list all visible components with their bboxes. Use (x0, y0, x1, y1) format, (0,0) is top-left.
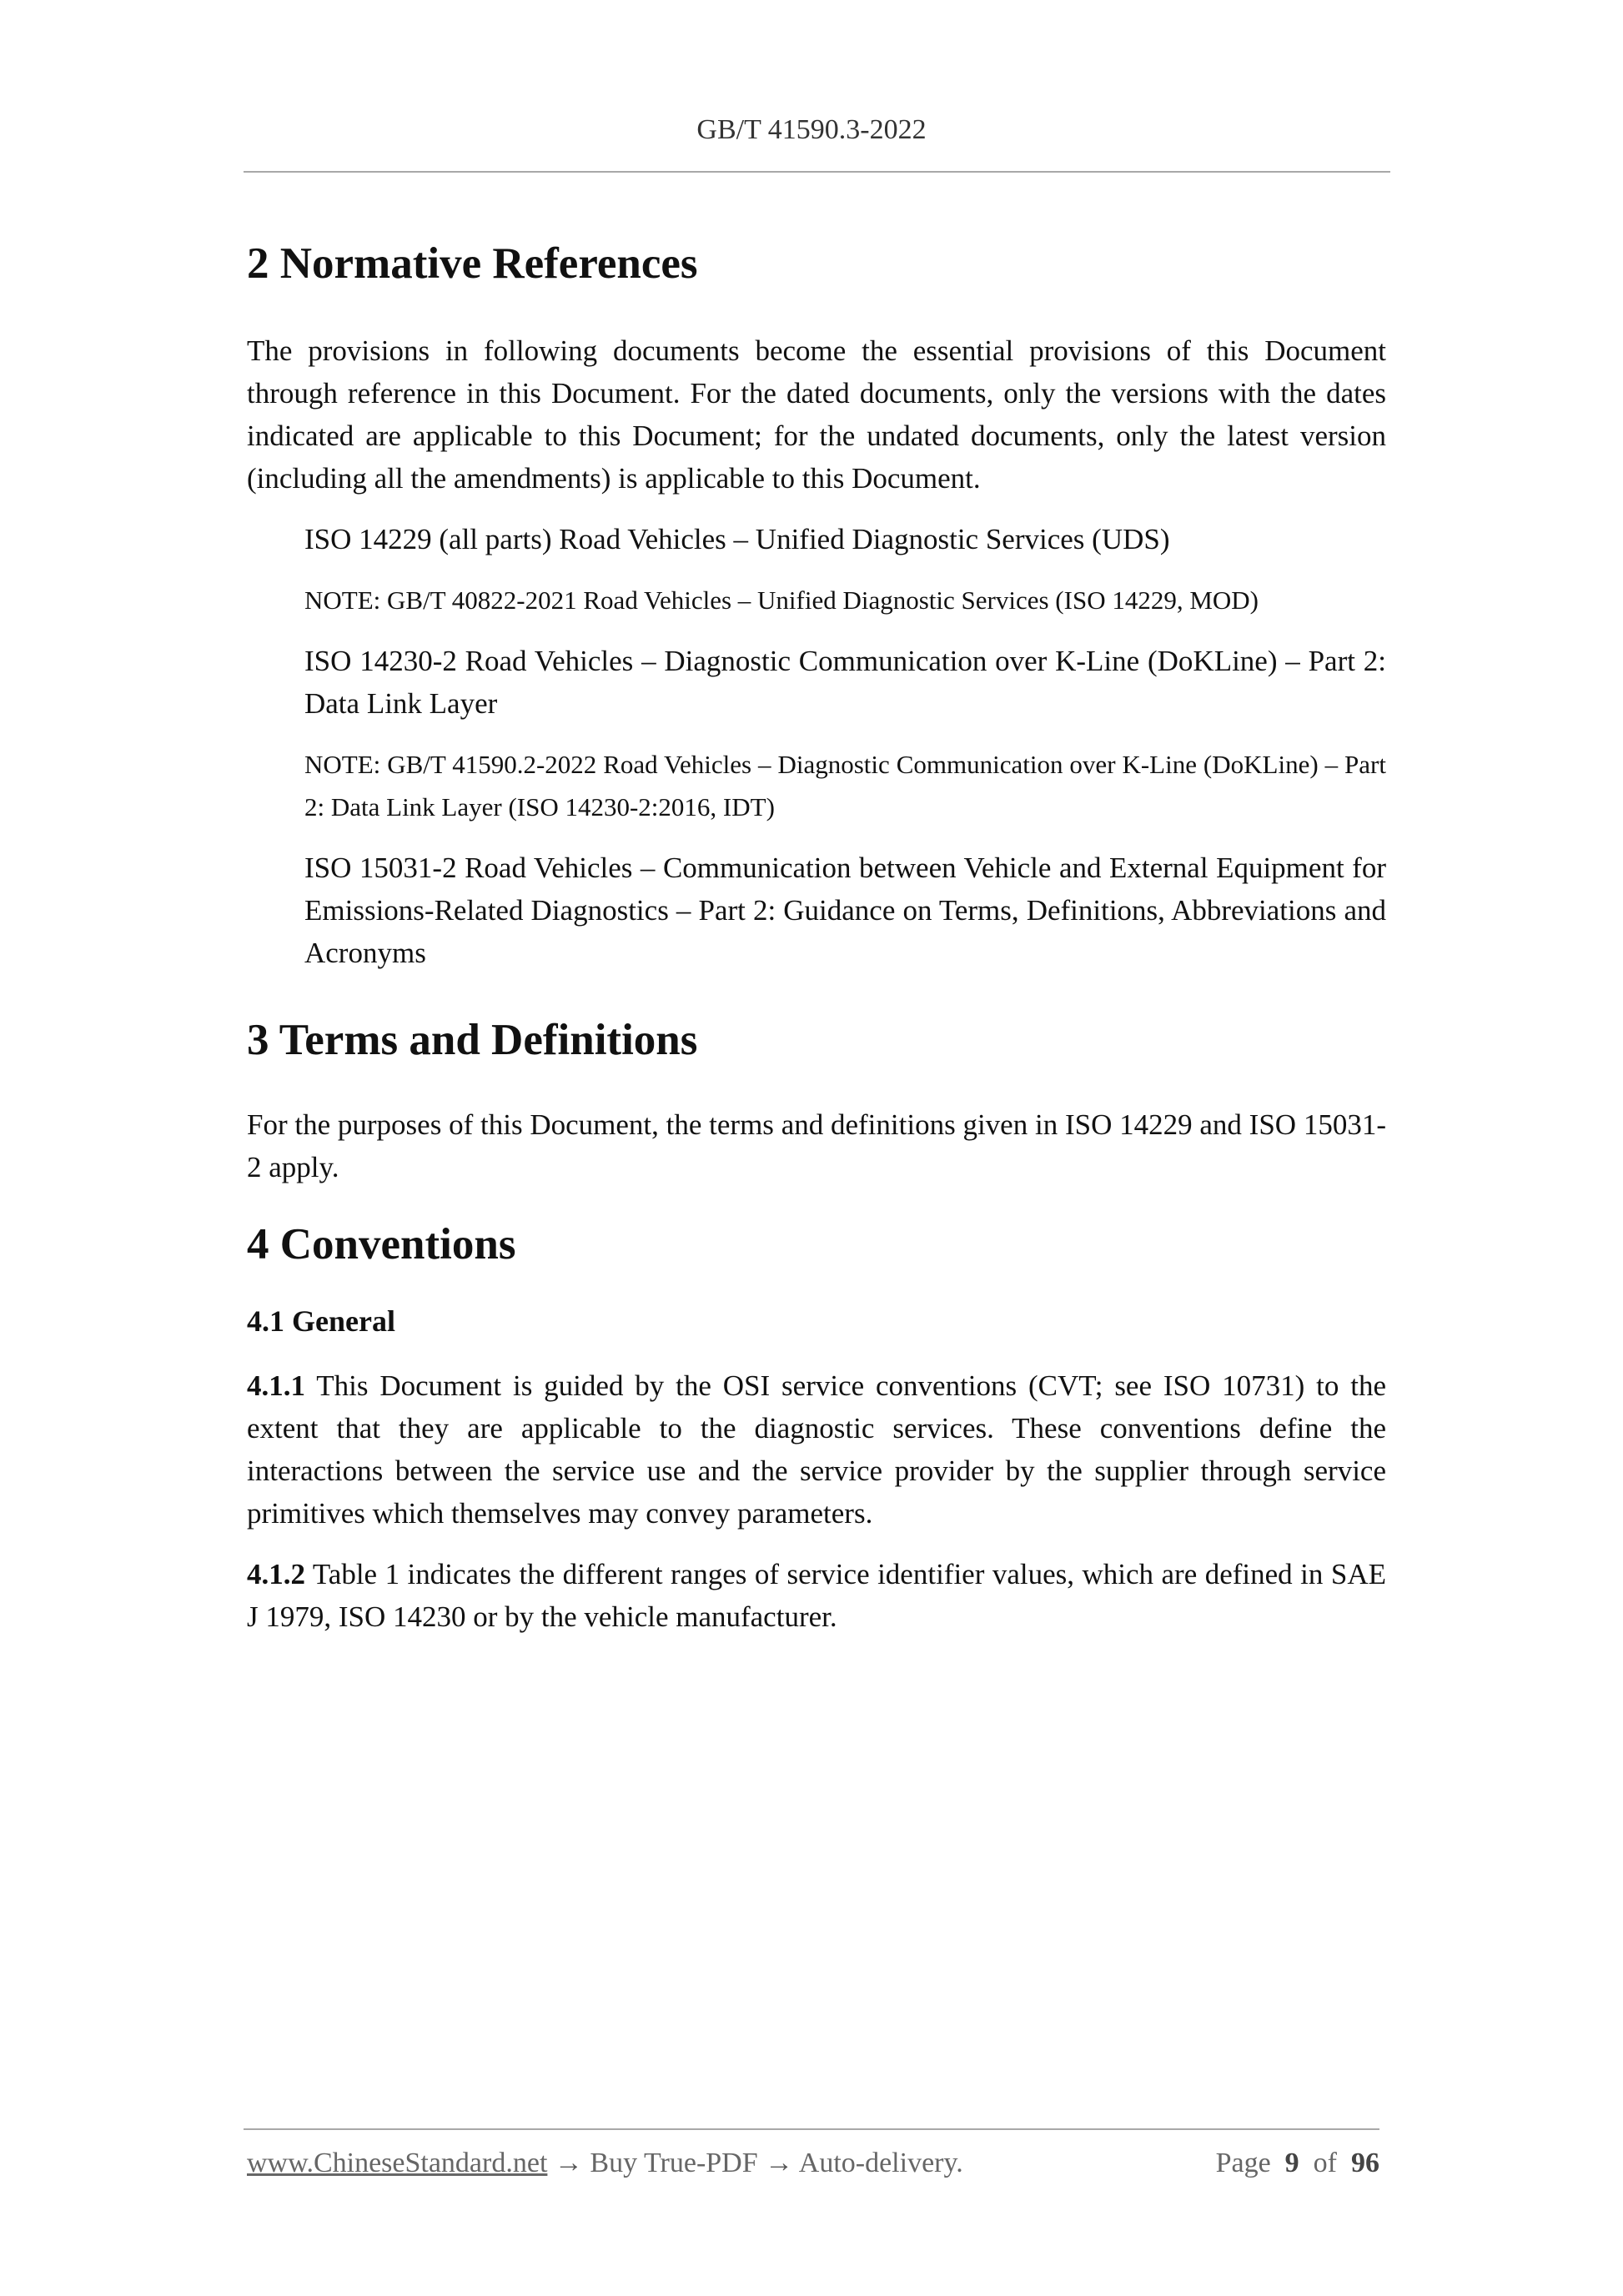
clause-4-1-2-text: Table 1 indicates the different ranges of service identifier values, which are defined in SAE J 1979, ISO 14230 or by the vehicle manufacturer. (247, 1557, 1386, 1633)
clause-4-1-1-number: 4.1.1 (247, 1369, 305, 1402)
footer-promo (247, 2148, 963, 2179)
footer-divider (244, 2128, 1379, 2130)
subsection-4-1-heading: 4.1 General (247, 1304, 395, 1338)
section-2-intro: The provisions in following documents become the essential provisions of this Document through reference in this Document. For the dated documents, only the versions with the dates indicated are applicable to this Document; for the undated documents, only the latest version (including all the amendments) is applicable to this Document. (247, 334, 1386, 495)
buy-true-pdf-text: Buy True-PDF (590, 2148, 758, 2178)
reference-note-2: NOTE: GB/T 41590.2-2022 Road Vehicles – Diagnostic Communication over K-Line (DoKLine) – Part 2: Data Link Layer (ISO 14230-2:2016, IDT) (304, 749, 1386, 821)
page-content (247, 238, 1386, 1638)
reference-iso-14229: ISO 14229 (all parts) Road Vehicles – Unified Diagnostic Services (UDS) (304, 522, 1170, 555)
chinesestandard-link[interactable]: www.ChineseStandard.net (247, 2148, 548, 2178)
page-footer (247, 2148, 1379, 2179)
clause-4-1-1 (247, 1364, 1386, 1535)
reference-iso-14230-2: ISO 14230-2 Road Vehicles – Diagnostic Communication over K-Line (DoKLine) – Part 2: Data Link Layer (304, 644, 1386, 720)
reference-iso-15031-2: ISO 15031-2 Road Vehicles – Communication between Vehicle and External Equipment for Emissions-Related Diagnostics – Part 2: Guidance on Terms, Definitions, Abbreviations and Acronyms (304, 851, 1386, 969)
section-3-heading: 3 Terms and Definitions (247, 1015, 698, 1064)
of-label: of (1313, 2148, 1337, 2178)
section-4-heading: 4 Conventions (247, 1220, 516, 1269)
current-page-number: 9 (1284, 2148, 1299, 2178)
section-3-text: For the purposes of this Document, the terms and definitions given in ISO 14229 and ISO 15031-2 apply. (247, 1108, 1386, 1184)
auto-delivery-text: Auto-delivery. (798, 2148, 963, 2178)
arrow-right-icon: → (765, 2148, 794, 2178)
clause-4-1-2 (247, 1553, 1386, 1638)
page-label: Page (1215, 2148, 1271, 2178)
clause-4-1-1-text: This Document is guided by the OSI service conventions (CVT; see ISO 10731) to the extent that they are applicable to the diagnostic services. These conventions define the interactions between the service use and the service provider by the supplier through service primitives which themselves may convey parameters. (247, 1369, 1386, 1530)
page-indicator (1216, 2148, 1379, 2179)
total-pages-number: 96 (1351, 2148, 1379, 2178)
reference-note-1: NOTE: GB/T 40822-2021 Road Vehicles – Unified Diagnostic Services (ISO 14229, MOD) (304, 585, 1259, 615)
arrow-right-icon: → (554, 2148, 583, 2178)
section-2-heading: 2 Normative References (247, 239, 698, 288)
document-id-header: GB/T 41590.3-2022 (696, 114, 927, 145)
header-divider (244, 171, 1390, 173)
clause-4-1-2-number: 4.1.2 (247, 1557, 305, 1590)
